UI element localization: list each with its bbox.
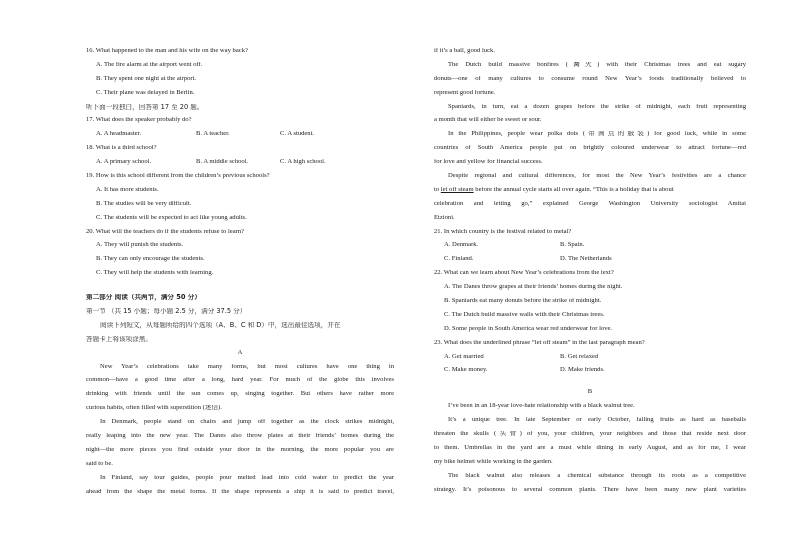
passage-a-line-4: curious habits, often filled with superstition (迷信).	[86, 405, 222, 412]
passage-a-line-7: night—the more pieces you find outside your door in the morning, the more popular you are	[86, 446, 394, 453]
q19-stem: 19. How is this school different from the children’s previous schools?	[86, 173, 270, 180]
q17-stem: 17. What does the speaker probably do?	[86, 117, 192, 124]
passage-a-cont-4: represent good fortune.	[434, 89, 496, 96]
passage-a-cont-2: The Dutch build massive bonfires (篝火) with their Christmas trees and eat sugary	[448, 61, 746, 68]
q21-stem: 21. In which country is the festival related to metal?	[434, 228, 572, 235]
passage-a-line-1: New Year’s celebrations take many forms, but most cultures have one thing in	[100, 363, 394, 370]
let-post: before the annual cycle starts all over again. “This is a holiday that is about	[473, 186, 674, 193]
passage-a-cont-9: for love and yellow for financial success.	[434, 159, 543, 166]
q18-stem: 18. What is a third school?	[86, 145, 157, 152]
q23-options-cd	[434, 367, 746, 381]
q20-stem: 20. What will the teachers do if the students refuse to learn?	[86, 228, 245, 235]
reading-instruction-1: 阅读下列短文，从每题所给的四个选项（A、B、C 和 D）中，选出最佳选项，并在	[100, 321, 341, 329]
q22-option-c: C. The Dutch build massive walls with their Christmas trees.	[444, 311, 605, 318]
passage-a-cont-5: Spaniards, in turn, eat a dozen grapes before the strike of midnight, each fruit representing	[448, 103, 746, 110]
passage-a-cont-12: celebration and letting go,” explained George Washington University sociologist Amitai	[434, 200, 746, 207]
q20-option-b: B. They can only encourage the students.	[96, 256, 205, 263]
q20-option-a: A. They will punish the students.	[96, 242, 184, 249]
passage-a-line-9: In Finland, say tour guides, people pour melted lead into cold water to predict the year	[100, 474, 394, 481]
spacer	[86, 284, 394, 294]
q23-stem: 23. What does the underlined phrase “let off steam” in the last paragraph mean?	[434, 339, 645, 346]
q23-option-a: A. Get married	[444, 353, 484, 360]
passage-a-line-10: ahead from the shape the metal forms. If the shape represents a ship it is said to predict travel,	[86, 488, 394, 495]
passage-a-label: A	[237, 349, 243, 356]
q23-option-d: D. Make friends.	[560, 367, 605, 374]
part2-title: 第二部分 阅读（共两节，满分 50 分）	[86, 294, 201, 302]
passage-b-line-1: I’ve been in an 18-year love-hate relationship with a black walnut tree.	[448, 403, 635, 410]
q17-options	[86, 131, 394, 145]
q16-option-b: B. They spent one night at the airport.	[96, 75, 197, 82]
q16-option-c: C. Their plane was delayed in Berlin.	[96, 89, 195, 96]
passage-a-cont-11	[434, 187, 746, 201]
passage-a-line-3: drinking with friends until the sun comes up, singing together. But others have rather more	[86, 391, 394, 398]
q16-option-a: A. The fire alarm at the airport went off.	[96, 61, 203, 68]
passage-a-cont-7: In the Philippines, people wear polka dots (带圆点的服装) for good luck, while in some	[448, 131, 746, 138]
listening-instruction: 听下面一段独白，回答第 17 至 20 题。	[86, 103, 204, 111]
q18-option-c: C. A high school.	[280, 159, 326, 166]
q17-option-c: C. A student.	[280, 131, 315, 138]
q22-option-a: A. The Danes throw grapes at their friends’ homes during the night.	[444, 284, 623, 291]
q18-option-a: A. A primary school.	[96, 159, 152, 166]
q19-option-a: A. It has more students.	[96, 186, 159, 193]
reading-instruction-2: 答题卡上将该项涂黑。	[86, 335, 152, 343]
q21-options-ab	[434, 242, 746, 256]
q22-option-d: D. Some people in South America wear red underwear for love.	[444, 325, 613, 332]
left-column	[86, 48, 394, 503]
q21-option-c: C. Finland.	[444, 256, 474, 263]
spacer	[434, 381, 746, 389]
passage-b-line-7: strategy. It’s poisonous to several common plants. There have been many new plant varieties	[434, 486, 746, 493]
q21-options-cd	[434, 256, 746, 270]
q21-option-a: A. Denmark.	[444, 242, 479, 249]
passage-a-line-2: common—have a good time after a long, hard year. For much of the globe this involves	[86, 377, 394, 384]
right-column	[434, 48, 746, 501]
q22-option-b: B. Spaniards eat many donuts before the strike of midnight.	[444, 298, 602, 305]
q23-option-b: B. Get relaxed	[560, 353, 599, 360]
passage-b-line-5: my bike helmet while working in the garden.	[434, 458, 553, 465]
passage-a-cont-8: countries of South America people put on brightly coloured underwear to attract fortune—red	[434, 145, 746, 152]
let-pre: to	[434, 186, 441, 193]
q18-option-b: B. A middle school.	[196, 159, 249, 166]
passage-a-line-6: really leaping into the new year. The Danes also throw plates at their friends’ homes during the	[86, 433, 394, 440]
q19-option-c: C. The students will be expected to act like young adults.	[96, 214, 247, 221]
passage-b-line-3: threaten the skulls (头骨) of you, your children, your neighbors and those that reside next door	[434, 431, 746, 438]
passage-a-cont-1: if it’s a ball, good luck.	[434, 48, 495, 54]
section1-title: 第一节 （共 15 小题；每小题 2.5 分，满分 37.5 分）	[86, 308, 247, 316]
q22-stem: 22. What can we learn about New Year’s celebrations from the text?	[434, 270, 614, 277]
q23-options-ab	[434, 354, 746, 368]
passage-a-line-8: said to be.	[86, 460, 113, 467]
underlined-phrase: let off steam	[440, 186, 474, 193]
passage-a-cont-3: donuts—one of many cultures to consume round New Year’s foods traditionally believed to	[434, 75, 746, 82]
q16-stem: 16. What happened to the man and his wife on the way back?	[86, 48, 248, 54]
q17-option-b: B. A teacher.	[196, 131, 230, 138]
passage-a-cont-10: Despite regional and cultural differences, for most the New Year’s festivities are a chance	[448, 173, 746, 180]
passage-a-cont-13: Etzioni.	[434, 214, 455, 221]
passage-a-cont-6: a month that will either be sweet or sour.	[434, 117, 542, 124]
q20-option-c: C. They will help the students with learning.	[96, 270, 214, 277]
passage-b-line-6: The black walnut also releases a chemical substance through its roots as a competitive	[448, 472, 746, 479]
q18-options	[86, 159, 394, 173]
q23-option-c: C. Make money.	[444, 367, 488, 374]
passage-b-label: B	[587, 389, 593, 396]
q21-option-b: B. Spain.	[560, 242, 585, 249]
passage-b-line-4: to them. Umbrellas in the yard are a must while dining in early August, and as for me, I wear	[434, 444, 746, 451]
q19-option-b: B. The studies will be very difficult.	[96, 200, 192, 207]
q17-option-a: A. A headmaster.	[96, 131, 142, 138]
passage-b-line-2: It’s a unique tree. In late September or early October, falling fruits as hard as baseballs	[448, 417, 746, 424]
passage-a-line-5: In Denmark, people stand on chairs and jump off together as the clock strikes midnight,	[100, 419, 394, 426]
q21-option-d: D. The Netherlands	[560, 256, 612, 263]
